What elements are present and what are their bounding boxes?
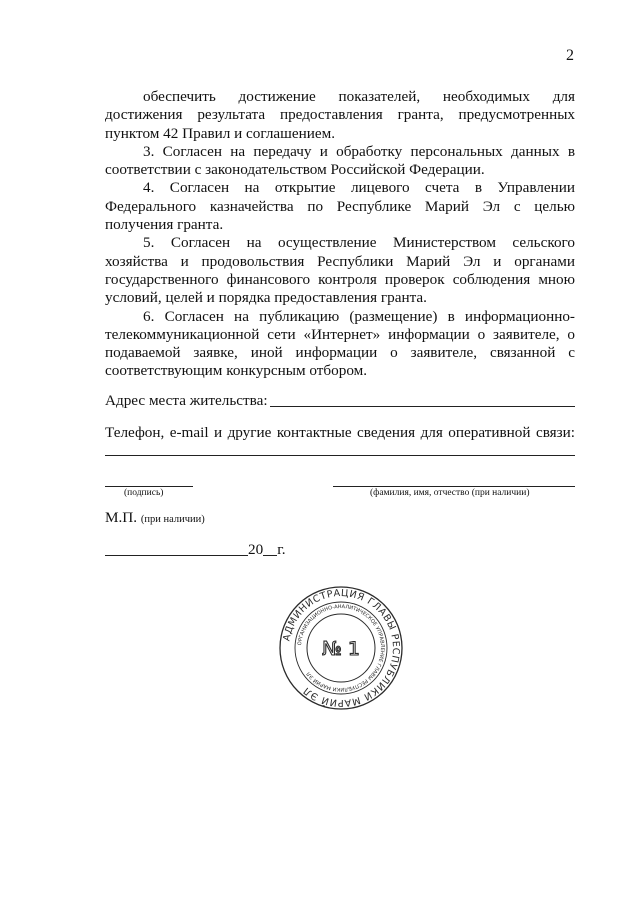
contacts-label: Телефон, e-mail и другие контактные сведения для оперативной связи: bbox=[105, 424, 575, 441]
date-year-blank[interactable] bbox=[263, 555, 277, 556]
date-suffix: г. bbox=[277, 541, 286, 558]
name-caption: (фамилия, имя, отчество (при наличии) bbox=[370, 488, 530, 498]
seal-inner-text: ОРГАНИЗАЦИОННО-АНАЛИТИЧЕСКОЕ УПРАВЛЕНИЕ ГЛАВЫ РЕСПУБЛИКИ МАРИЙ ЭЛ bbox=[297, 603, 386, 693]
contacts-blank-line[interactable] bbox=[105, 455, 575, 456]
stamp-place bbox=[105, 509, 205, 527]
address-blank-line[interactable] bbox=[270, 392, 575, 407]
paragraph-3: 3. Согласен на передачу и обработку персональных данных в соответствии с законодательством Российской Федерации. bbox=[105, 142, 575, 179]
official-seal bbox=[278, 585, 404, 711]
consent-body bbox=[105, 88, 575, 381]
mp-label: М.П. bbox=[105, 509, 138, 526]
paragraph-4: 4. Согласен на открытие лицевого счета в Управлении Федерального казначейства по Республике Марий Эл с целью получения гранта. bbox=[105, 179, 575, 234]
paragraph-continuation: обеспечить достижение показателей, необходимых для достижения результата предоставления гранта, предусмотренных пунктом 42 Правил и соглашением. bbox=[105, 88, 575, 142]
date-day-month-blank[interactable] bbox=[105, 555, 248, 556]
signature-caption: (подпись) bbox=[124, 488, 164, 498]
signature-line[interactable] bbox=[105, 486, 193, 487]
page-number: 2 bbox=[566, 47, 574, 64]
seal-center-text: № 1 bbox=[322, 638, 360, 660]
name-line[interactable] bbox=[333, 486, 575, 487]
date-field bbox=[105, 541, 286, 559]
address-field bbox=[105, 392, 575, 410]
paragraph-6: 6. Согласен на публикацию (размещение) в информационно-телекоммуникационной сети «Интернет» информации о заявителе, о подаваемой заявке, иной информации о заявителе, связанной с соответствующим конкурсным отбором. bbox=[105, 307, 575, 380]
address-label: Адрес места жительства: bbox=[105, 392, 268, 409]
date-year-prefix: 20 bbox=[248, 541, 264, 558]
paragraph-5: 5. Согласен на осуществление Министерством сельского хозяйства и продовольствия Республики Марий Эл и органами государственного финансового контроля проверок соблюдения мною условий, целей и порядка предоставления гранта. bbox=[105, 234, 575, 307]
mp-note: (при наличии) bbox=[140, 514, 205, 525]
seal-outer-text: АДМИНИСТРАЦИЯ ГЛАВЫ РЕСПУБЛИКИ МАРИЙ ЭЛ bbox=[281, 587, 402, 709]
